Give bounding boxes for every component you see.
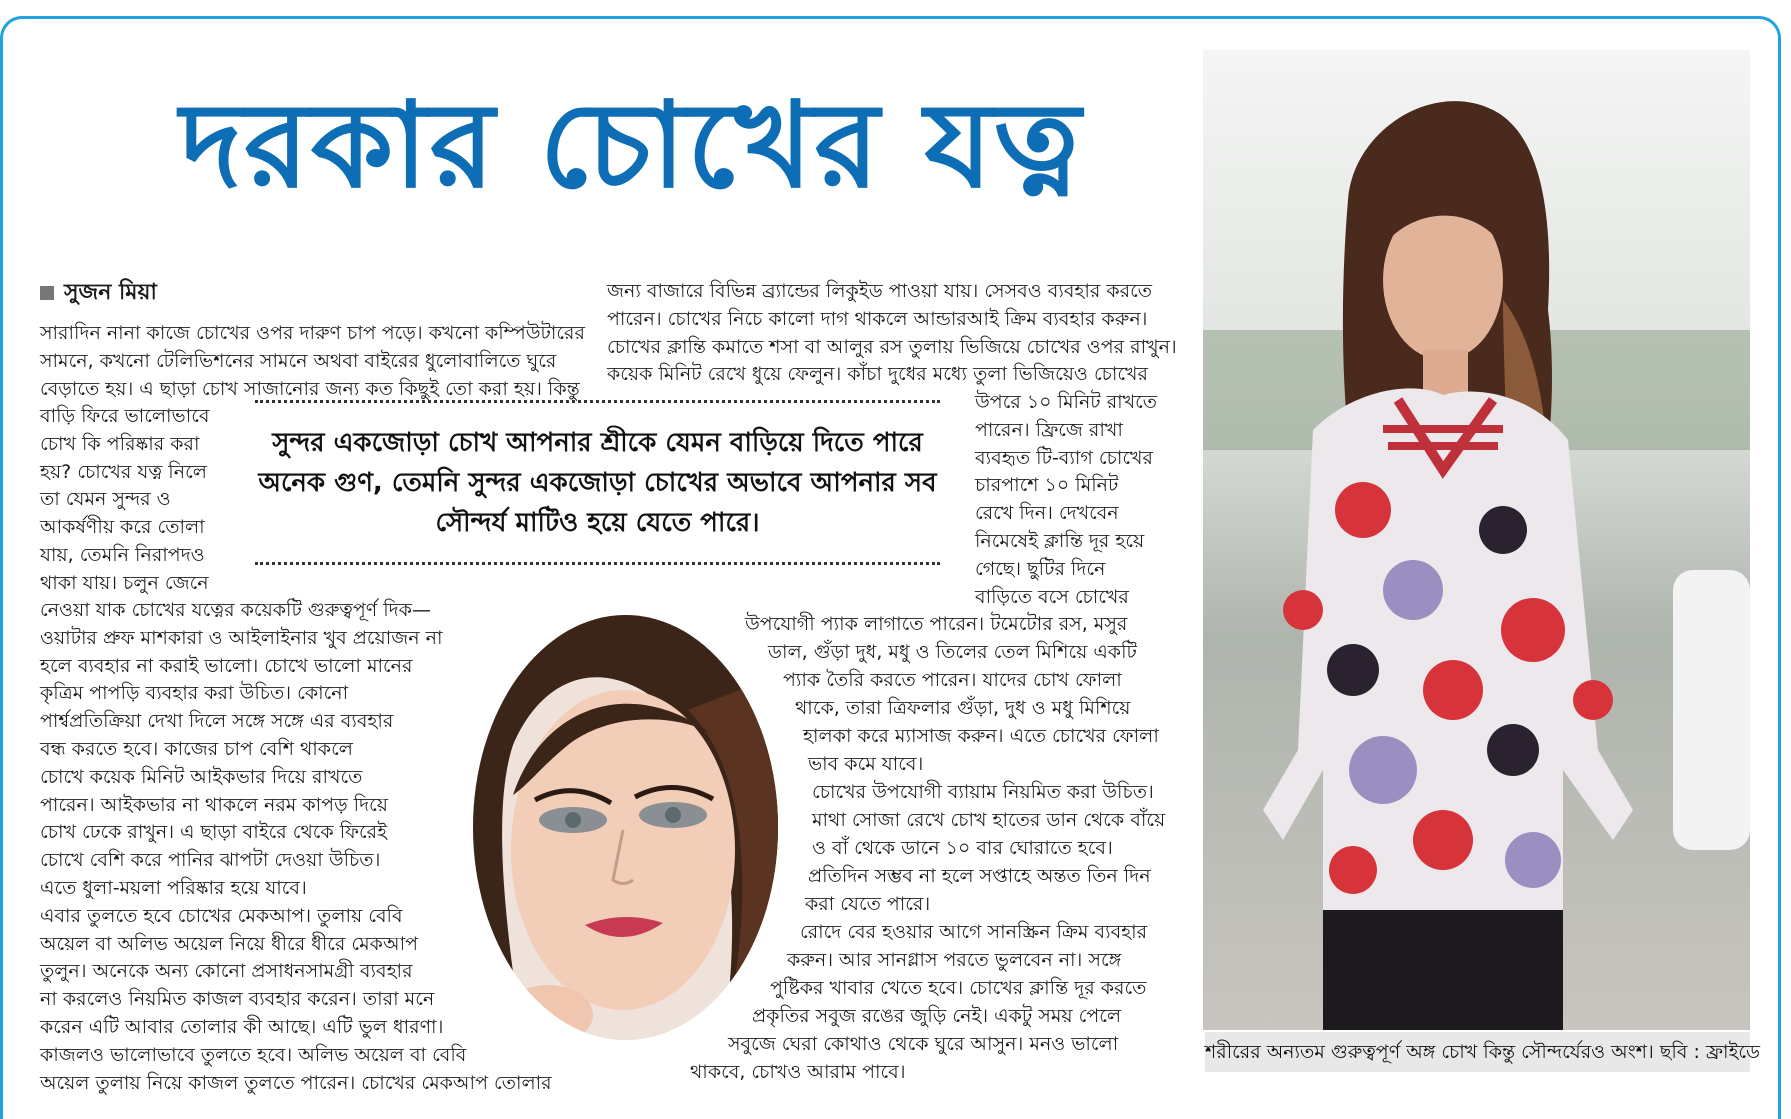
text-line: তা যেমন সুন্দর ও — [40, 488, 171, 511]
text-line: প্রকৃতির সবুজ রঙের জুড়ি নেই। একটু সময় পেলে — [752, 1005, 1122, 1027]
text-line: সারাদিন নানা কাজে চোখের ওপর দারুণ চাপ পড়ে। কখনো কম্পিউটারের — [40, 322, 585, 344]
text-line: হালকা করে ম্যাসাজ করুন। এতে চোখের ফোলা — [803, 725, 1159, 747]
text-line: সামনে, কখনো টেলিভিশনের সামনে অথবা বাইরের ধুলোবালিতে ঘুরে — [40, 349, 557, 372]
text-line: রোদে বের হওয়ার আগে সানস্ক্রিন ক্রিম ব্যবহার — [800, 921, 1148, 943]
text-line: পারেন। চোখের নিচে কালো দাগ থাকলে আন্ডারআই ক্রিম ব্যবহার করুন। — [607, 307, 1148, 330]
text-line: চোখ ঢেকে রাখুন। এ ছাড়া বাইরে থেকে ফিরেই — [40, 821, 388, 844]
text-line: এতে ধুলা-ময়লা পরিষ্কার হয়ে যাবে। — [40, 876, 307, 899]
author-byline — [40, 275, 157, 312]
portrait-photo — [473, 615, 778, 1040]
text-line: না করলেও নিয়মিত কাজল ব্যবহার করেন। তারা মনে — [40, 988, 435, 1011]
right-top-column — [607, 278, 1177, 389]
text-line: করা যেতে পারে। — [805, 893, 931, 915]
text-line: ভাব কমে যাবে। — [808, 753, 924, 775]
text-line: চোখের ক্লান্তি কমাতে শসা বা আলুর রস তুলায় ভিজিয়ে চোখের ওপর রাখুন। — [607, 335, 1177, 358]
intro-column — [40, 320, 585, 403]
pull-quote — [255, 400, 940, 565]
text-line: জন্য বাজারে বিভিন্ন ব্র্যান্ডের লিকুইড পাওয়া যায়। সেসবও ব্যবহার করতে — [607, 280, 1153, 302]
text-line: ওয়াটার প্রুফ মাশকারা ও আইলাইনার খুব প্রয়োজন না — [40, 626, 443, 649]
text-line: হলে ব্যবহার না করাই ভালো। চোখে ভালো মানের — [40, 654, 413, 677]
left-narrow-column — [40, 403, 209, 598]
text-line: করুন। আর সানগ্লাস পরতে ভুলবেন না। সঙ্গে — [787, 949, 1122, 971]
text-line: থাকে, তারা ত্রিফলার গুঁড়া, দুধ ও মধু মিশিয়ে — [795, 697, 1131, 719]
text-line: ব্যবহৃত টি-ব্যাগ চোখের — [975, 446, 1153, 469]
text-line: এবার তুলতে হবে চোখের মেকআপ। তুলায় বেবি — [40, 904, 403, 927]
text-line: সবুজে ঘেরা কোথাও থেকে ঘুরে আসুন। মনও ভালো — [728, 1033, 1119, 1055]
text-line: অয়েল তুলায় নিয়ে কাজল তুলতে পারেন। চোখের মেকআপ তোলার — [40, 1071, 552, 1094]
pull-quote-line: সৌন্দর্য মাটিও হয়ে যেতে পারে। — [435, 507, 760, 538]
byline-marker-icon — [40, 286, 54, 300]
text-line: তুলুন। অনেকে অন্য কোনো প্রসাধনসামগ্রী ব্যবহার — [40, 960, 413, 983]
text-line: পারেন। আইকভার না থাকলে নরম কাপড় দিয়ে — [40, 793, 388, 816]
right-narrow-column — [975, 389, 1157, 611]
text-line: বন্ধ করতে হবে। কাজের চাপ বেশি থাকলে — [40, 737, 353, 760]
text-line: চোখের উপযোগী ব্যায়াম নিয়মিত করা উচিত। — [812, 781, 1154, 803]
headline: দরকার চোখের যত্ন — [180, 76, 1083, 214]
text-line: বেড়াতে হয়। এ ছাড়া চোখ সাজানোর জন্য কত কিছুই তো করা হয়। কিন্তু — [40, 377, 580, 400]
text-line: উপরে ১০ মিনিট রাখতে — [975, 391, 1158, 413]
text-line: যায়, তেমনি নিরাপদও — [40, 543, 205, 566]
text-line: পার্শ্বপ্রতিক্রিয়া দেখা দিলে সঙ্গে সঙ্গে এর ব্যবহার — [40, 710, 394, 733]
text-line: করেন এটি আবার তোলার কী আছে। এটি ভুল ধারণা। — [40, 1015, 444, 1038]
text-line: বাড়ি ফিরে ভালোভাবে — [40, 405, 210, 427]
text-line: কাজলও ভালোভাবে তুলতে হবে। অলিভ অয়েল বা বেবি — [40, 1043, 467, 1066]
text-line: উপযোগী প্যাক লাগাতে পারেন। টমেটোর রস, মসুর — [745, 613, 1128, 635]
text-line: বাড়িতে বসে চোখের — [975, 585, 1129, 608]
text-line: ও বাঁ থেকে ডানে ১০ বার ঘোরাতে হবে। — [812, 837, 1113, 859]
text-line: প্যাক তৈরি করতে পারেন। যাদের চোখ ফোলা — [783, 669, 1122, 691]
text-line: পুষ্টিকর খাবার খেতে হবে। চোখের ক্লান্তি দূর করতে — [770, 977, 1147, 999]
text-line: চোখ কি পরিষ্কার করা — [40, 432, 200, 455]
text-line: অয়েল বা অলিভ অয়েল নিয়ে ধীরে ধীরে মেকআপ — [40, 932, 418, 955]
text-line: চারপাশে ১০ মিনিট — [975, 474, 1119, 497]
pull-quote-line: সুন্দর একজোড়া চোখ আপনার শ্রীকে যেমন বাড়িয়ে দিতে পারে — [272, 427, 923, 458]
photo-caption: শরীরের অন্যতম গুরুত্বপূর্ণ অঙ্গ চোখ কিন্তু সৌন্দর্যেরও অংশ। ছবি : ফ্রাইডে — [1205, 1032, 1750, 1072]
text-line: পারেন। ফ্রিজে রাখা — [975, 418, 1123, 441]
text-line: রেখে দিন। দেখবেন — [975, 502, 1119, 525]
text-line: প্রতিদিন সম্ভব না হলে সপ্তাহে অন্তত তিন দিন — [808, 865, 1151, 887]
text-line: মাথা সোজা রেখে চোখ হাতের ডান থেকে বাঁয়ে — [812, 809, 1166, 831]
text-line: চোখে বেশি করে পানির ঝাপটা দেওয়া উচিত। — [40, 849, 381, 872]
main-photo — [1203, 50, 1750, 1030]
text-line: থাকা যায়। চলুন জেনে — [40, 571, 209, 594]
text-line: কৃত্রিম পাপড়ি ব্যবহার করা উচিত। কোনো — [40, 682, 349, 705]
author-name: সুজন মিয়া — [64, 280, 157, 305]
text-line: হয়? চোখের যত্ন নিলে — [40, 460, 207, 483]
text-line: নেওয়া যাক চোখের যত্নের কয়েকটি গুরুত্বপূর্ণ দিক— — [40, 599, 431, 621]
text-line: থাকবে, চোখও আরাম পাবে। — [690, 1061, 906, 1083]
text-line: আকর্ষণীয় করে তোলা — [40, 516, 205, 539]
text-line: চোখে কয়েক মিনিট আইকভার দিয়ে রাখতে — [40, 765, 363, 788]
text-line: কয়েক মিনিট রেখে ধুয়ে ফেলুন। কাঁচা দুধের মধ্যে তুলা ভিজিয়েও চোখের — [607, 363, 1148, 386]
text-line: নিমেষেই ক্লান্তি দূর হয়ে — [975, 529, 1145, 552]
pull-quote-line: অনেক গুণ, তেমনি সুন্দর একজোড়া চোখের অভাবে আপনার সব — [258, 467, 937, 498]
text-line: ডাল, গুঁড়া দুধ, মধু ও তিলের তেল মিশিয়ে একটি — [768, 641, 1137, 663]
text-line: গেছে। ছুটির দিনে — [975, 557, 1106, 580]
